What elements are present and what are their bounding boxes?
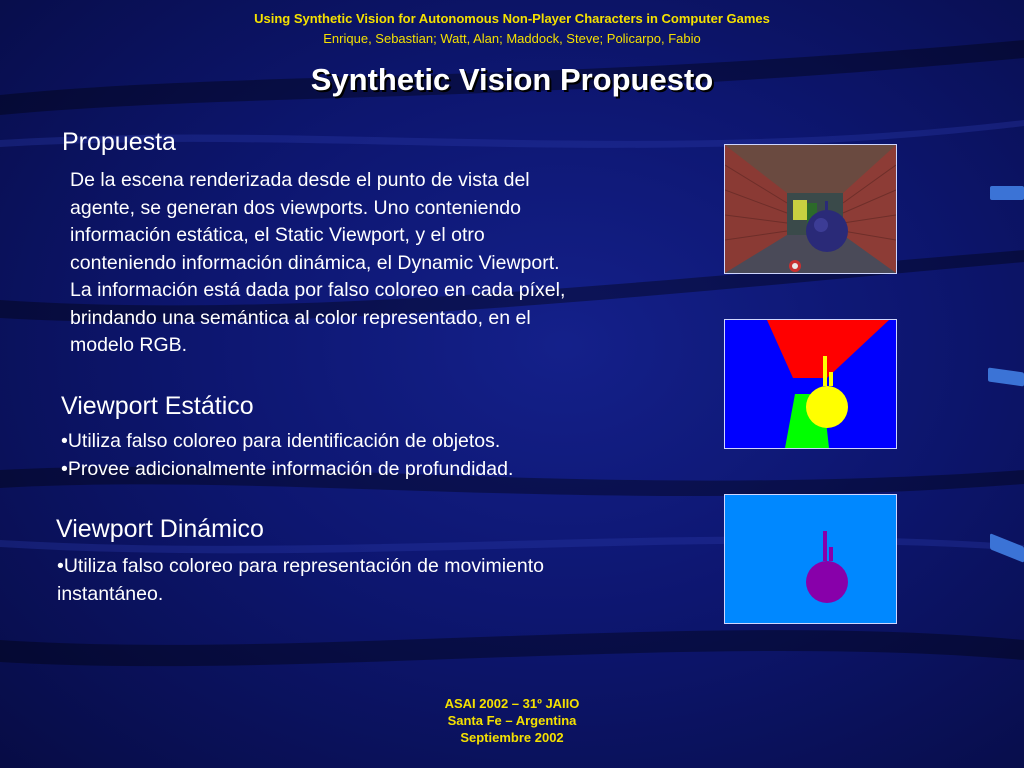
- section-heading-viewport-estatico: Viewport Estático: [61, 392, 254, 420]
- rendered-scene-image: [724, 144, 897, 274]
- body-line: La información está dada por falso coloreo en cada píxel,: [70, 279, 566, 301]
- section-body-viewport-estatico: [61, 428, 701, 483]
- bullet-item: •Utiliza falso coloreo para identificación de objetos.: [61, 430, 501, 452]
- slide-title: Synthetic Vision Propuesto: [310, 62, 714, 97]
- section-body-viewport-dinamico: [57, 553, 697, 608]
- footer-conference: ASAI 2002 – 31º JAIIO: [444, 696, 580, 711]
- body-line: brindando una semántica al color representado, en el: [70, 306, 531, 329]
- section-heading-propuesta: Propuesta: [62, 128, 176, 156]
- body-line: agente, se generan dos viewports. Uno conteniendo: [70, 196, 521, 219]
- dynamic-viewport-image: [724, 494, 897, 624]
- paper-authors: Enrique, Sebastian; Watt, Alan; Maddock, Steve; Policarpo, Fabio: [323, 31, 701, 46]
- body-line: conteniendo información dinámica, el Dynamic Viewport.: [70, 251, 560, 274]
- footer-location: Santa Fe – Argentina: [447, 713, 577, 728]
- body-line: De la escena renderizada desde el punto de vista del: [70, 169, 530, 191]
- section-heading-viewport-dinamico: Viewport Dinámico: [56, 515, 264, 543]
- body-line: información estática, el Static Viewport, y el otro: [70, 224, 485, 246]
- paper-title: Using Synthetic Vision for Autonomous Non-Player Characters in Computer Games: [254, 11, 770, 26]
- decor-bar: [990, 186, 1024, 200]
- static-viewport-image: [724, 319, 897, 449]
- section-body-propuesta: [70, 167, 710, 360]
- body-line: modelo RGB.: [70, 334, 188, 356]
- bullet-item: •Utiliza falso coloreo para representación de movimiento: [57, 555, 544, 577]
- bullet-item: •Provee adicionalmente información de profundidad.: [61, 457, 514, 480]
- footer-date: Septiembre 2002: [460, 730, 564, 745]
- bullet-item: instantáneo.: [57, 582, 164, 605]
